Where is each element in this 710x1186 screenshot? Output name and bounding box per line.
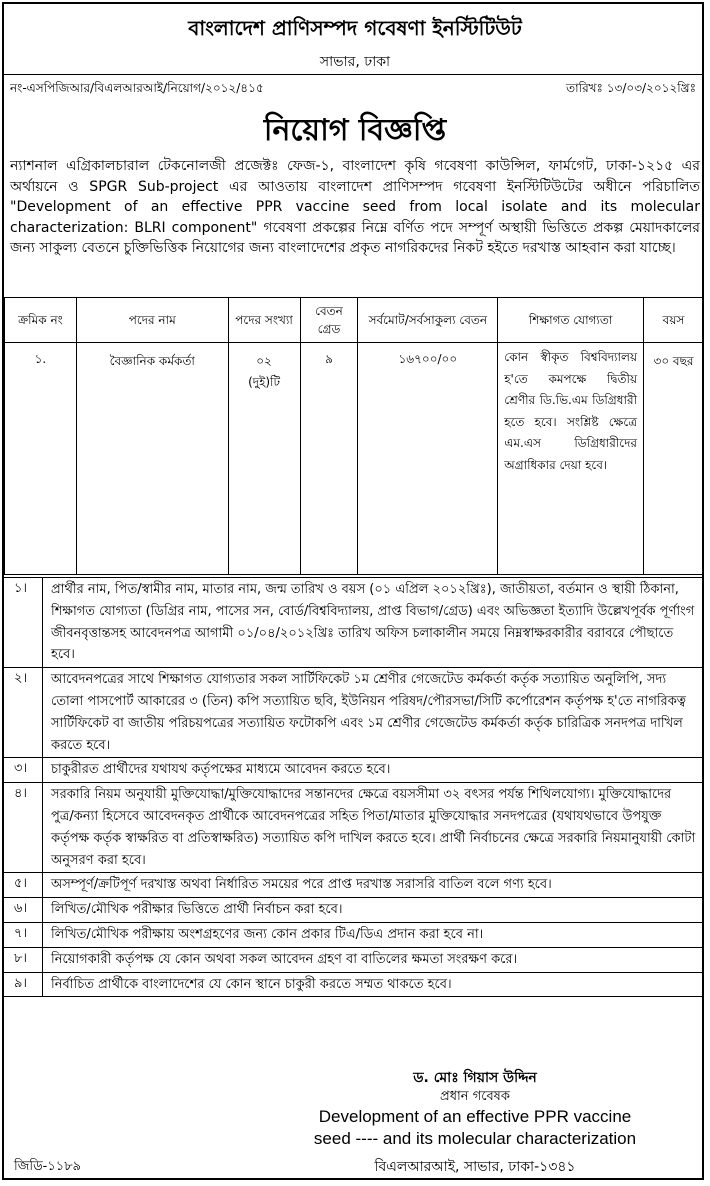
cell-post: বৈজ্ঞানিক কর্মকর্তা: [76, 343, 228, 575]
cell-qualification: কোন স্বীকৃত বিশ্ববিদ্যালয় হ'তে কমপক্ষে দ্বিতীয় শ্রেণীর ডি.ভি.এম ডিগ্রিধারী হতে হবে। সংশ্লিষ্ট ক্ষেত্রে এম.এস ডিগ্রিধারীদের অগ্রাধিকার দেয়া হবে।: [498, 343, 644, 575]
project-line-2: seed ---- and its molecular characterization: [313, 1129, 637, 1148]
table-header-row: [5, 298, 704, 343]
signatory-address: বিএলআরআই, সাভার, ঢাকা-১৩৪১: [374, 1159, 576, 1175]
notice-date: তারিখঃ ১৩/০৩/২০১২খ্রিঃ: [566, 81, 696, 95]
condition-text: লিখিত/মৌখিক পরীক্ষার ভিত্তিতে প্রার্থী নির্বাচন করা হবে।: [42, 898, 704, 922]
signatory-name: ড. মোঃ গিয়াস উদ্দিন: [413, 1070, 537, 1086]
header-grade: বেতন গ্রেড: [300, 298, 358, 343]
condition-item: [4, 873, 704, 898]
condition-text: নির্বাচিত প্রার্থীকে বাংলাদেশের যে কোন স্থানে চাকুরী করতে সম্মত থাকতে হবে।: [42, 973, 704, 997]
condition-item: [4, 668, 704, 758]
signatory-designation: প্রধান গবেষক: [440, 1089, 510, 1104]
condition-item: [4, 973, 704, 998]
condition-text: আবেদনপত্রের সাথে শিক্ষাগত যোগ্যতার সকল সার্টিফিকেট ১ম শ্রেণীর গেজেটেড কর্মকর্তা কর্তৃক সত্যায়িত অনুলিপি, সদ্য তোলা পাসপোর্ট আকারের ৩ (তিন) কপি সত্যায়িত ছবি, ইউনিয়ন পরিষদ/পৌরসভা/সিটি কর্পোরেশন কর্তৃপক্ষ হ'তে নাগরিকত্ব সার্টিফিকেট বা জাতীয় পরিচয়পত্রের সত্যায়িত ফটোকপি এবং ১ম শ্রেণীর গেজেটেড কর্মকর্তা কর্তৃক চারিত্রিক সনদপত্র দাখিল করতে হবে।: [42, 668, 704, 757]
signatory-project: [240, 1106, 710, 1150]
cell-count-words: (দুই)টি: [248, 375, 280, 389]
condition-number: ৩।: [14, 761, 28, 777]
cell-count-number: ০২: [256, 354, 272, 368]
cell-grade: ৯: [300, 343, 358, 575]
cell-age: ৩০ বছর: [644, 343, 704, 575]
condition-item: [4, 898, 704, 923]
condition-text: অসম্পূর্ণ/ক্রটিপূর্ণ দরখাস্ত অথবা নির্ধারিত সময়ের পরে প্রাপ্ত দরখাস্ত সরাসরি বাতিল বলে গণ্য হবে।: [42, 873, 704, 897]
condition-text: প্রার্থীর নাম, পিত/স্বামীর নাম, মাতার নাম, জন্ম তারিখ ও বয়স (০১ এপ্রিল ২০১২খ্রিঃ), জাতীয়তা, বর্তমান ও স্থায়ী ঠিকানা, শিক্ষাগত যোগ্যতা (ডিগ্রির নাম, পাসের সন, বোর্ড/বিশ্ববিদ্যালয়, প্রাপ্ত বিভাগ/গ্রেড) এবং অভিজ্ঞতা ইত্যাদি উল্লেখপূর্বক পূর্ণাংগ জীবনবৃত্তান্তসহ আবেদনপত্র আগামী ০১/০৪/২০১২খ্রিঃ তারিখ অফিস চলাকালীন সময়ে নিম্নস্বাক্ষরকারীর বরাবরে পৌছাতে হবে।: [42, 578, 704, 667]
conditions-list: [4, 577, 704, 997]
gd-number: জিডি-১১৮৯: [14, 1159, 82, 1174]
condition-text: লিখিত/মৌখিক পরীক্ষায় অংশগ্রহণের জন্য কোন প্রকার টিএ/ডিএ প্রদান করা হবে না।: [42, 923, 704, 947]
page-title: নিয়োগ বিজ্ঞপ্তি: [263, 113, 447, 148]
condition-number: ৯।: [14, 975, 28, 991]
memo-number: নং-এসপিজিআর/বিএলআরআই/নিয়োগ/২০১২/৪১৫: [10, 81, 264, 95]
project-line-1: Development of an effective PPR vaccine: [318, 1107, 632, 1126]
divider: [4, 74, 704, 75]
header-serial: ক্রমিক নং: [5, 298, 77, 343]
header-count: পদের সংখ্যা: [228, 298, 300, 343]
condition-number: ৮।: [14, 950, 28, 966]
organization-location: সাভার, ঢাকা: [319, 54, 391, 70]
condition-item: [4, 783, 704, 873]
intro-paragraph: ন্যাশনাল এগ্রিকালচারাল টেকনোলজী প্রজেক্টঃ ফেজ-১, বাংলাদেশ কৃষি গবেষণা কাউন্সিল, ফার্মগেট, ঢাকা-১২১৫ এর অর্থায়নে ও SPGR Sub-project এর আওতায় বাংলাদেশ প্রাণিসম্পদ গবেষণা ইনস্টিটিউটের অধীনে পরিচালিত "Development of an effective PPR vaccine seed from local isolate and its molecular characterization: BLRI component" গবেষণা প্রকল্পের নিম্নে বর্ণিত পদে সম্পূর্ণ অস্থায়ী ভিত্তিতে প্রকল্প মেয়াদকালের জন্য সাকুল্য বেতনে চুক্তিভিত্তিক নিয়োগের জন্য বাংলাদেশের প্রকৃত নাগরিকদের নিকট হইতে দরখাস্ত আহবান করা যাচ্ছে।: [10, 158, 700, 256]
header-salary: সর্বমোট/সর্বসাকুল্য বেতন: [358, 298, 498, 343]
header-age: বয়স: [644, 298, 704, 343]
condition-text: চাকুরীরত প্রার্থীদের যথাযথ কর্তৃপক্ষের মাধ্যমে আবেদন করতে হবে।: [42, 758, 704, 782]
condition-item: [4, 578, 704, 668]
header-post: পদের নাম: [76, 298, 228, 343]
condition-text: সরকারি নিয়ম অনুযায়ী মুক্তিযোদ্ধা/মুক্তিযোদ্ধাদের সন্তানদের ক্ষেত্রে বয়সসীমা ৩২ বৎসর পর্যন্ত শিথিলযোগ্য। মুক্তিযোদ্ধাদের পুত্র/কন্যা হিসেবে আবেদনকৃত প্রার্থীকে আবেদনপত্রের সহিত পিতা/মাতার মুক্তিযোদ্ধার সনদপত্রের (যথাযথভাবে উপযুক্ত কর্তৃপক্ষ কর্তৃক স্বাক্ষরিত বা প্রতিস্বাক্ষরিত) সত্যায়িত কপি দাখিল করতে হবে। প্রার্থী নির্বাচনের ক্ষেত্রে সরকারি নিয়মানুযায়ী কোটা অনুসরণ করা হবে।: [42, 783, 704, 872]
organization-name: বাংলাদেশ প্রাণিসম্পদ গবেষণা ইনস্টিটিউট: [188, 16, 522, 40]
condition-item: [4, 923, 704, 948]
condition-number: ২।: [14, 671, 28, 687]
header-qualification: শিক্ষাগত যোগ্যতা: [498, 298, 644, 343]
condition-item: [4, 948, 704, 973]
condition-number: ৪।: [14, 786, 28, 802]
cell-serial: ১.: [5, 343, 77, 575]
vacancy-table: [4, 297, 704, 575]
cell-salary: ১৬৭০০/০০: [358, 343, 498, 575]
condition-item: [4, 758, 704, 783]
condition-number: ৭।: [14, 925, 28, 941]
condition-number: ৫।: [14, 876, 28, 892]
condition-number: ৬।: [14, 901, 28, 917]
table-row: [5, 343, 704, 575]
condition-number: ১।: [14, 581, 28, 596]
cell-count: [228, 343, 300, 575]
condition-text: নিয়োগকারী কর্তৃপক্ষ যে কোন অথবা সকল আবেদন গ্রহণ বা বাতিলের ক্ষমতা সংরক্ষণ করে।: [42, 948, 704, 972]
